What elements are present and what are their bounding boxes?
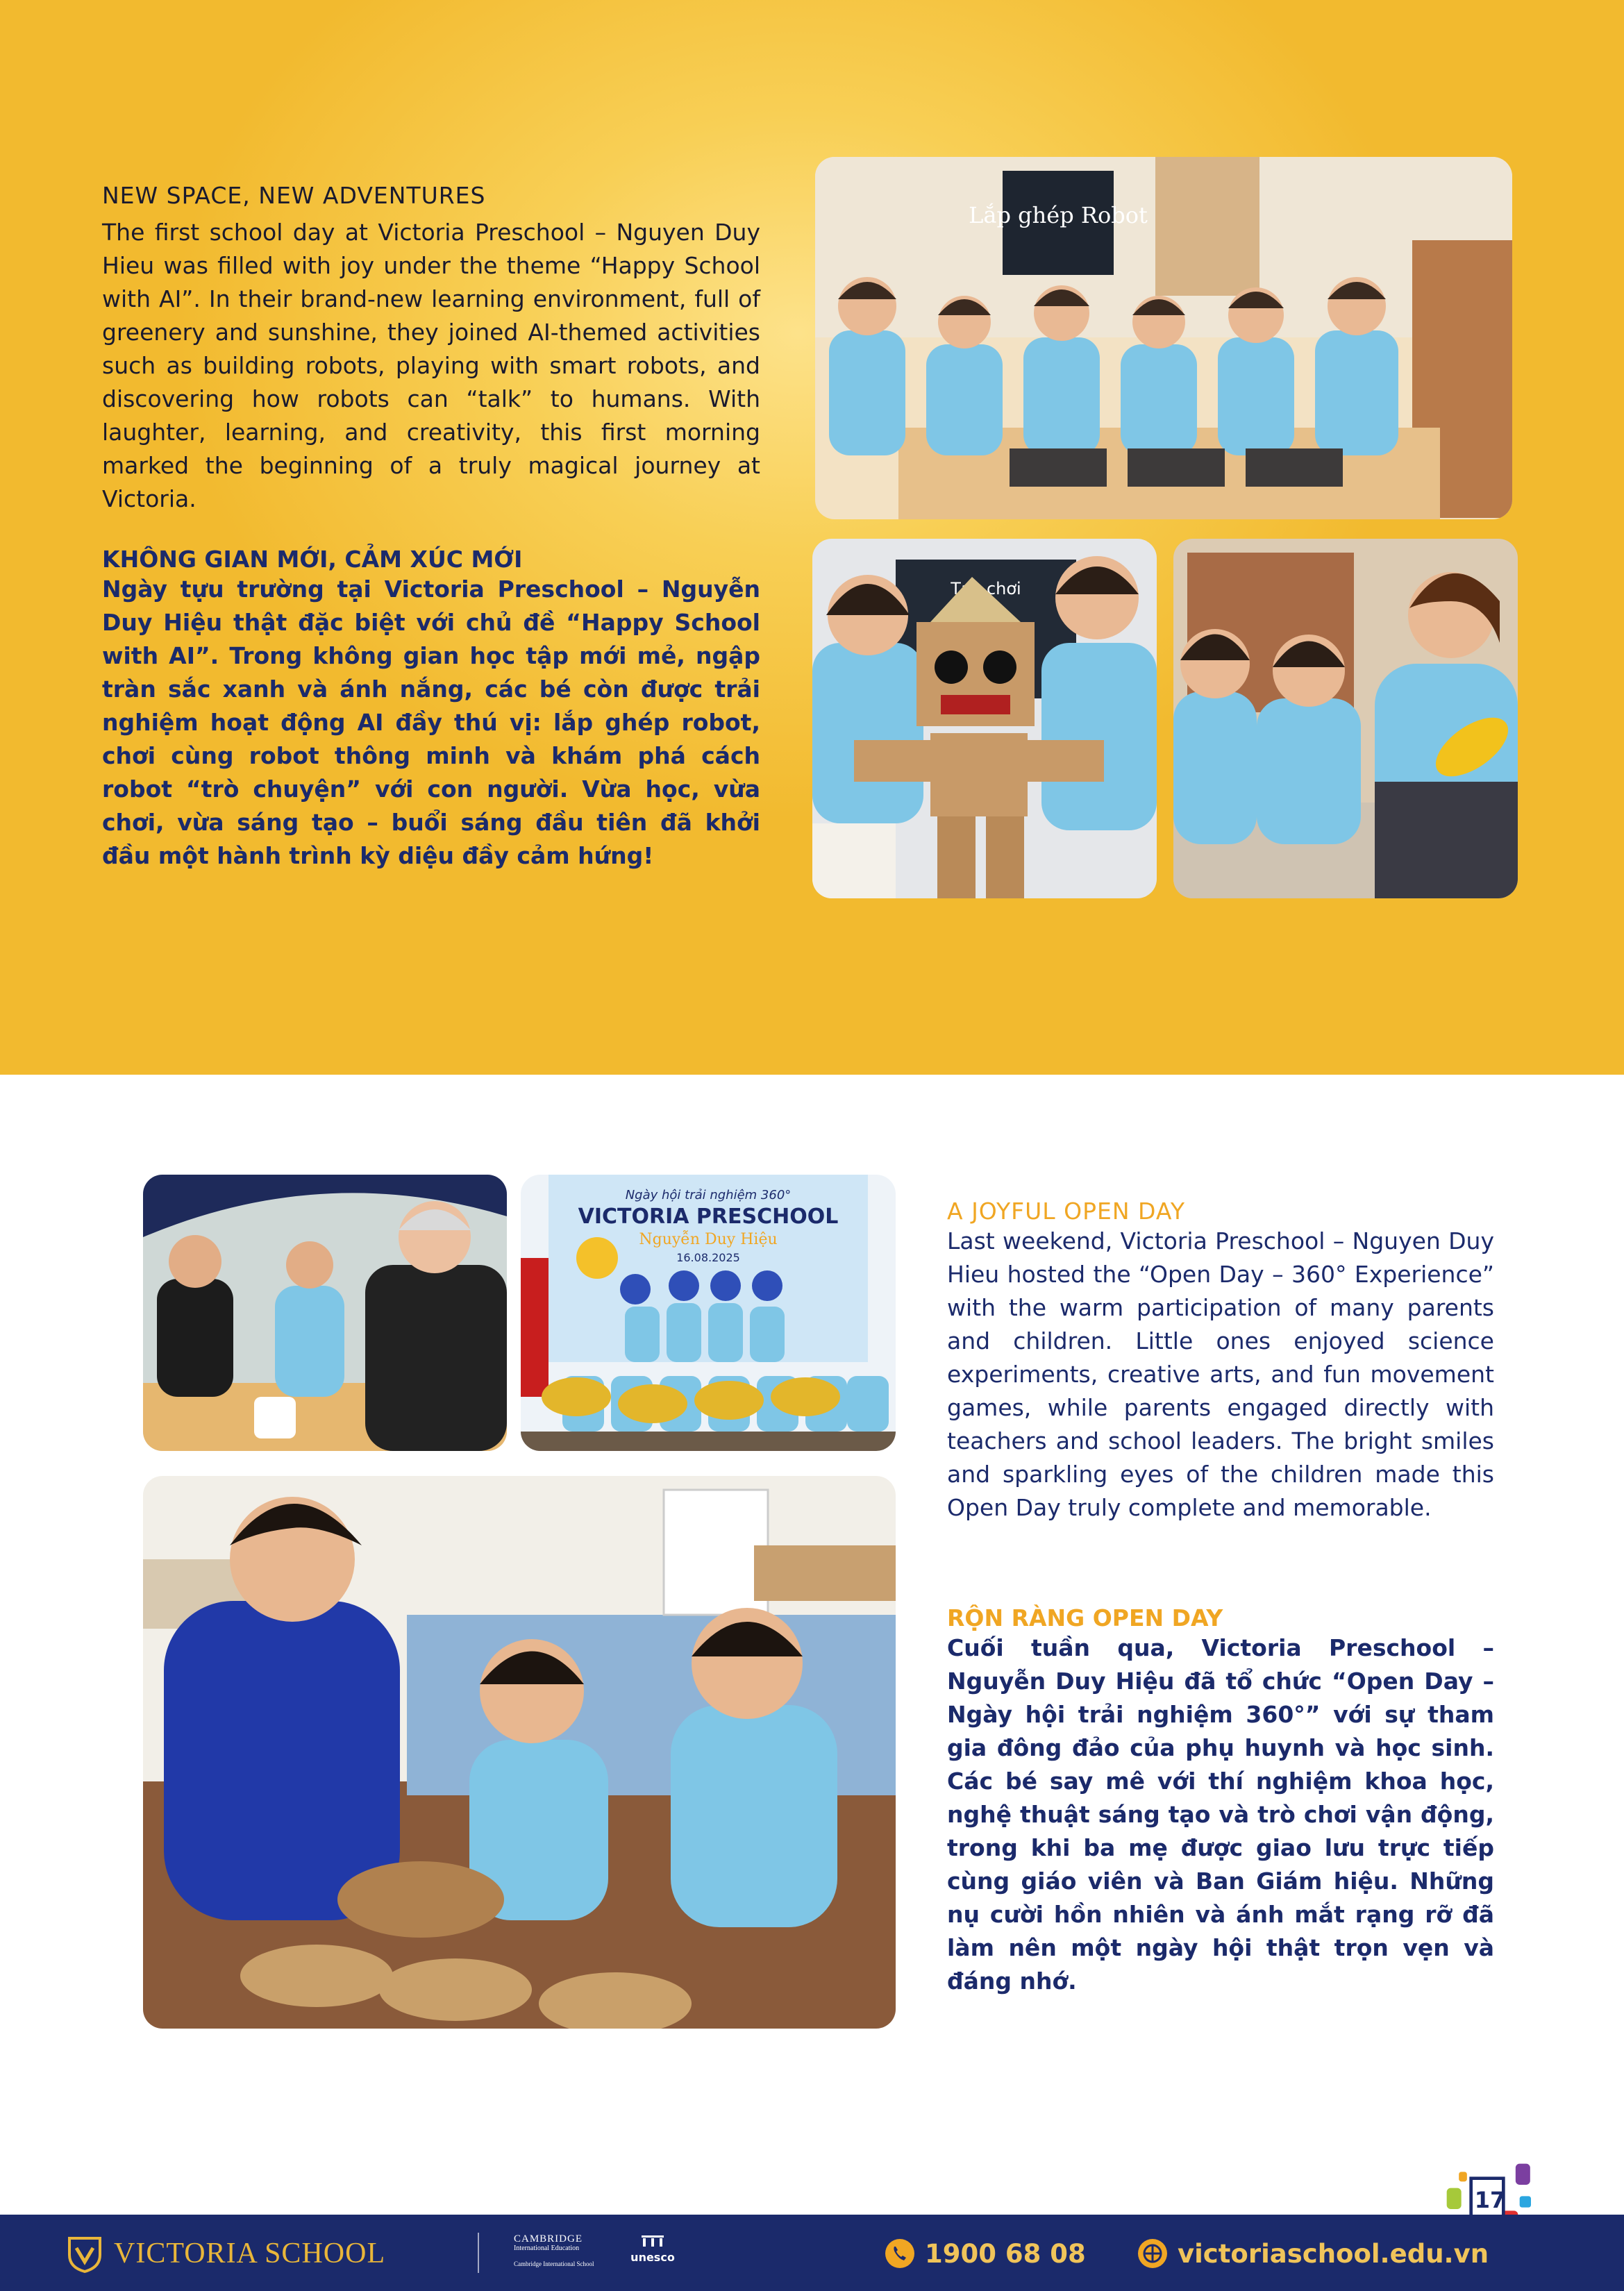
section2-title-en: A JOYFUL OPEN DAY xyxy=(947,1198,1186,1225)
section1-title-vi: KHÔNG GIAN MỚI, CẢM XÚC MỚI xyxy=(102,546,523,573)
section2-title-vi: RỘN RÀNG OPEN DAY xyxy=(947,1604,1223,1631)
section1-body-vi: Ngày tựu trường tại Victoria Preschool – Nguyễn Duy Hiệu thật đặc biệt với chủ đề “Happy School with AI”. Trong không gian học tập mới mẻ, ngập tràn sắc xanh và ánh nắng, các bé còn được trải nghiệm hoạt động AI đầy thú vị: lắp ghép robot, chơi cùng robot thông minh và khám phá cách robot “trò chuyện” với con người. Vừa học, vừa chơi, vừa sáng tạo – buổi sáng đầu tiên đã khởi đầu một hành trình kỳ diệu đầy cảm hứng! xyxy=(102,576,760,869)
unesco-label: unesco xyxy=(630,2251,675,2264)
photo-kids-robot-table xyxy=(815,157,1512,519)
robot-sign-text: Lắp ghép Robot xyxy=(969,202,1148,228)
footer-divider xyxy=(478,2233,479,2273)
cambridge-logo xyxy=(514,2234,604,2269)
section2-text-vi xyxy=(947,1604,1494,1998)
cambridge-line1: CAMBRIDGE xyxy=(514,2233,583,2244)
banner-date: 16.08.2025 xyxy=(676,1251,740,1264)
photo-open-day-group xyxy=(521,1175,896,1451)
section1-text-vi xyxy=(102,546,760,873)
section1-title-en: NEW SPACE, NEW ADVENTURES xyxy=(102,182,486,209)
cambridge-line3: Cambridge International School xyxy=(514,2260,594,2267)
footer-brand-group xyxy=(65,2234,385,2273)
section2-body-en: Last weekend, Victoria Preschool – Nguyen Duy Hieu hosted the “Open Day – 360° Experience” with the warm participation of many parents and children. Little ones enjoyed science experiments, creative arts, and fun movement games, while parents engaged directly with teachers and school leaders. The bright smiles and sparkling eyes of the children made this Open Day truly complete and memorable. xyxy=(947,1227,1494,1521)
unesco-temple-icon xyxy=(639,2231,667,2249)
page-number: 17 xyxy=(1474,2187,1506,2213)
unesco-logo xyxy=(628,2231,677,2263)
footer-phone[interactable] xyxy=(885,2234,1086,2273)
footer-bar xyxy=(0,2215,1624,2291)
play-sign-text: Tạo chơi xyxy=(951,579,1021,598)
globe-icon xyxy=(1137,2238,1168,2269)
cambridge-line2: International Education xyxy=(514,2244,580,2252)
banner-line3: Nguyễn Duy Hiệu xyxy=(639,1231,778,1248)
section1-text-en xyxy=(102,182,760,516)
photo-cardboard-robot xyxy=(812,539,1157,898)
footer-brand-name: VICTORIA SCHOOL xyxy=(114,2238,386,2269)
phone-icon xyxy=(885,2238,915,2269)
photo-teacher-ukulele xyxy=(1173,539,1518,898)
section2-body-vi: Cuối tuần qua, Victoria Preschool – Nguyễn Duy Hiệu đã tổ chức “Open Day – Ngày hội trải nghiệm 360°” với sự tham gia đông đảo của phụ huynh và học sinh. Các bé say mê với thí nghiệm khoa học, nghệ thuật sáng tạo và trò chơi vận động, trong khi ba mẹ được giao lưu trực tiếp cùng giáo viên và Ban Giám hiệu. Những nụ cười hồn nhiên và ánh mắt rạng rỡ đã làm nên một ngày hội thật trọn vẹn và đáng nhớ. xyxy=(947,1634,1494,1995)
website-url: victoriaschool.edu.vn xyxy=(1178,2238,1489,2269)
photo-open-day-game xyxy=(143,1175,507,1451)
footer-website[interactable] xyxy=(1137,2234,1489,2273)
victoria-shield-logo-icon xyxy=(65,2234,104,2273)
banner-line2: VICTORIA PRESCHOOL xyxy=(578,1205,839,1229)
photo-teacher-basket-activity xyxy=(143,1476,896,2029)
banner-line1: Ngày hội trải nghiệm 360° xyxy=(625,1188,792,1202)
section1-body-en: The first school day at Victoria Preschool – Nguyen Duy Hieu was filled with joy under the theme “Happy School with AI”. In their brand-new learning environment, full of greenery and sunshine, they joined AI-themed activities such as building robots, playing with smart robots, and discovering how robots can “talk” to humans. With laughter, learning, and creativity, this first morning marked the beginning of a truly magical journey at Victoria. xyxy=(102,219,760,512)
phone-number: 1900 68 08 xyxy=(925,2238,1086,2269)
section2-text-en xyxy=(947,1198,1494,1525)
